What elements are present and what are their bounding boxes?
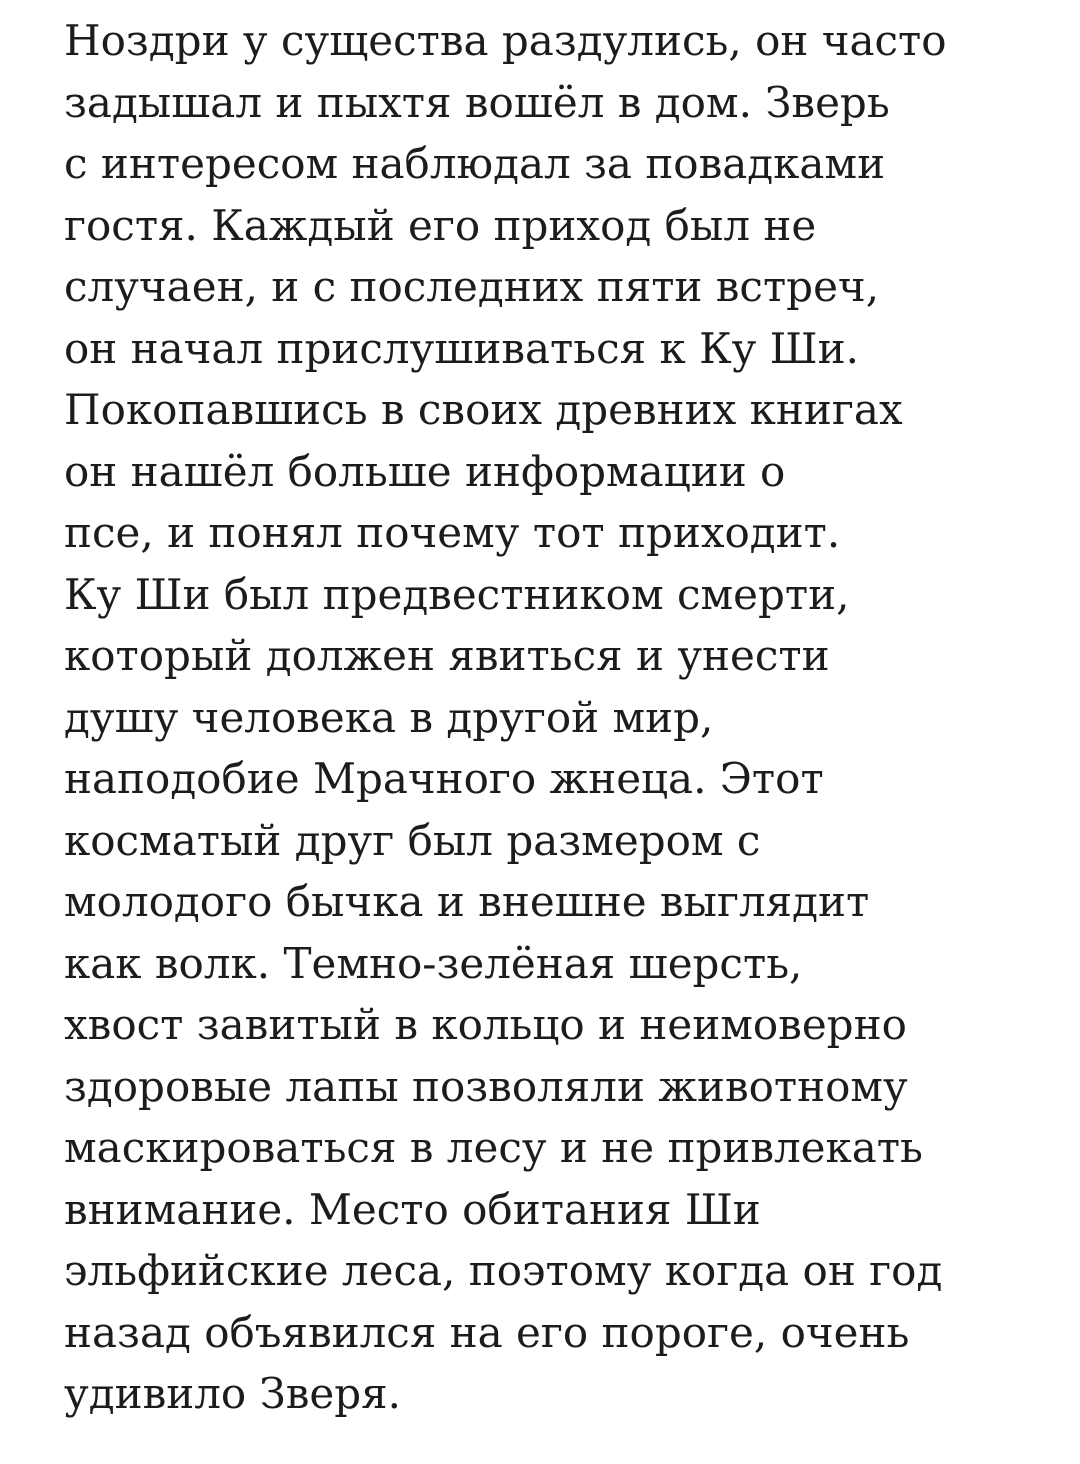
text-line: внимание. Место обитания Ши [64,1184,761,1234]
text-line: маскироваться в лесу и не привлекать [64,1123,923,1172]
text-line: Покопавшись в своих древних книгах [64,385,903,434]
story-text [64,10,947,1425]
text-line: душу человека в другой мир, [64,692,714,742]
text-line: косматый друг был размером с [64,815,761,865]
text-line: молодого бычка и внешне выглядит [64,877,870,926]
text-line: задышал и пыхтя вошёл в дом. Зверь [64,77,890,127]
text-line: назад объявился на его пороге, очень [64,1307,910,1357]
text-line: наподобие Мрачного жнеца. Этот [64,754,824,803]
text-line: удивило Зверя. [64,1369,401,1418]
text-line: он нашёл больше информации о [64,446,786,496]
text-line: здоровые лапы позволяли животному [64,1061,908,1111]
text-line: Ку Ши был предвестником смерти, [64,569,850,619]
text-line: гостя. Каждый его приход был не [64,200,817,250]
text-line: он начал прислушиваться к Ку Ши. [64,323,859,373]
text-line: хвост завитый в кольцо и неимоверно [64,1000,907,1049]
text-line: эльфийские леса, поэтому когда он год [64,1246,943,1295]
text-line: который должен явиться и унести [64,631,830,680]
text-line: как волк. Темно-зелёная шерсть, [64,938,803,988]
text-line: случаен, и с последних пяти встреч, [64,262,880,311]
text-line: с интересом наблюдал за повадками [64,139,886,188]
text-line: Ноздри у существа раздулись, он часто [64,16,947,65]
text-line: псе, и понял почему тот приходит. [64,508,841,557]
